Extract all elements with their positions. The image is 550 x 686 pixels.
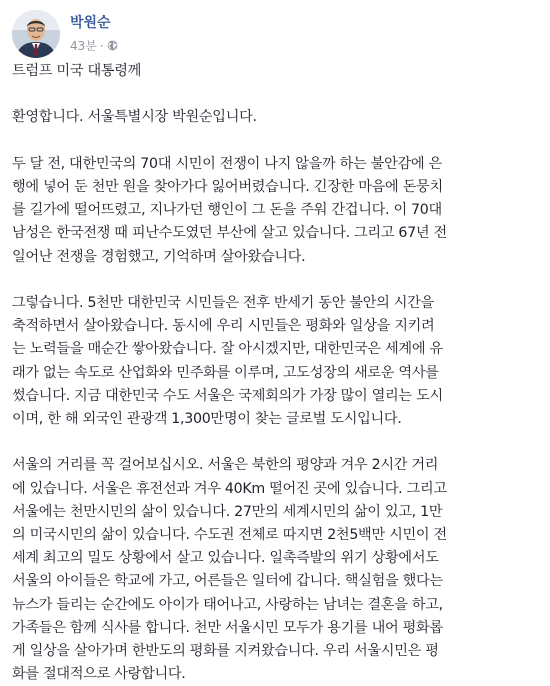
post-paragraph	[12, 60, 536, 83]
meta-separator: ·	[99, 38, 104, 53]
post-line: 세계 최고의 밀도 상황에서 살고 있습니다. 일촉즉발의 위기 상황에서도	[12, 550, 439, 567]
post-header	[12, 10, 532, 58]
post-paragraph	[12, 106, 536, 129]
post-line: 화를 절대적으로 사랑합니다.	[12, 666, 186, 683]
post-line: 서울에는 천만시민의 삶이 있습니다. 27만의 세계시민의 삶이 있고, 1만	[12, 503, 443, 520]
post-line: 서울의 아이들은 학교에 가고, 어른들은 일터에 갑니다. 핵실험을 했다는	[12, 573, 443, 590]
post-line: 게 일상을 살아가며 한반도의 평화를 지켜왔습니다. 우리 서울시민은 평	[12, 643, 439, 660]
post-line: 는 노력들을 매순간 쌓아왔습니다. 잘 아시겠지만, 대한민국은 세계에 유	[12, 341, 443, 358]
post-paragraph	[12, 153, 536, 269]
avatar[interactable]	[12, 10, 60, 58]
post-line: 썼습니다. 지금 대한민국 수도 서울은 국제회의가 가장 많이 열리는 도시	[12, 387, 443, 404]
post-line: 에 있습니다. 서울은 휴전선과 겨우 40Km 떨어진 곳에 있습니다. 그리고	[12, 480, 447, 497]
post-line: 를 길가에 떨어뜨렸고, 지나가던 행인이 그 돈을 주워 간겁니다. 이 70대	[12, 202, 442, 219]
post-line: 의 미국시민의 삶이 있습니다. 수도권 전체로 따지면 2천5백만 시민이 전	[12, 527, 447, 543]
author-name[interactable]: 박원순	[70, 15, 111, 31]
post-timestamp[interactable]: 43분	[70, 39, 97, 53]
post-paragraph	[12, 454, 536, 686]
post-line: 서울의 거리를 꼭 걸어보십시오. 서울은 북한의 평양과 겨우 2시간 거리	[12, 457, 439, 474]
post-meta	[70, 37, 118, 54]
post-line: 그렇습니다. 5천만 대한민국 시민들은 전후 반세기 동안 불안의 시간을	[12, 294, 434, 311]
post-paragraph	[12, 292, 536, 431]
profile-photo-icon	[12, 10, 60, 58]
post-line: 축적하면서 살아왔습니다. 동시에 우리 시민들은 평화와 일상을 지키려	[12, 318, 435, 335]
post-line: 행에 넣어 둔 천만 원을 찾아가다 잃어버렸습니다. 긴장한 마음에 돈뭉치	[12, 178, 443, 195]
post-line: 일어난 전쟁을 경험했고, 기억하며 살아왔습니다.	[12, 248, 306, 265]
post-line: 이며, 한 해 외국인 관광객 1,300만명이 찾는 글로벌 도시입니다.	[12, 411, 402, 427]
post-body	[12, 60, 536, 686]
post-line: 남성은 한국전쟁 때 피난수도였던 부산에 살고 있습니다. 그리고 67년 전	[12, 225, 447, 242]
post-line: 트럼프 미국 대통령께	[12, 63, 142, 79]
post-line: 두 달 전, 대한민국의 70대 시민이 전쟁이 나지 않을까 하는 불안감에 은	[12, 155, 442, 172]
post-line: 뉴스가 들리는 순간에도 아이가 태어나고, 사랑하는 남녀는 결혼을 하고,	[12, 596, 443, 613]
post-line: 환영합니다. 서울특별시장 박원순입니다.	[12, 109, 257, 126]
globe-icon[interactable]	[107, 40, 118, 51]
post-line: 래가 없는 속도로 산업화와 민주화를 이루며, 고도성장의 새로운 역사를	[12, 364, 439, 381]
post-line: 가족들은 함께 식사를 합니다. 천만 서울시민 모두가 용기를 내어 평화롭	[12, 619, 443, 636]
